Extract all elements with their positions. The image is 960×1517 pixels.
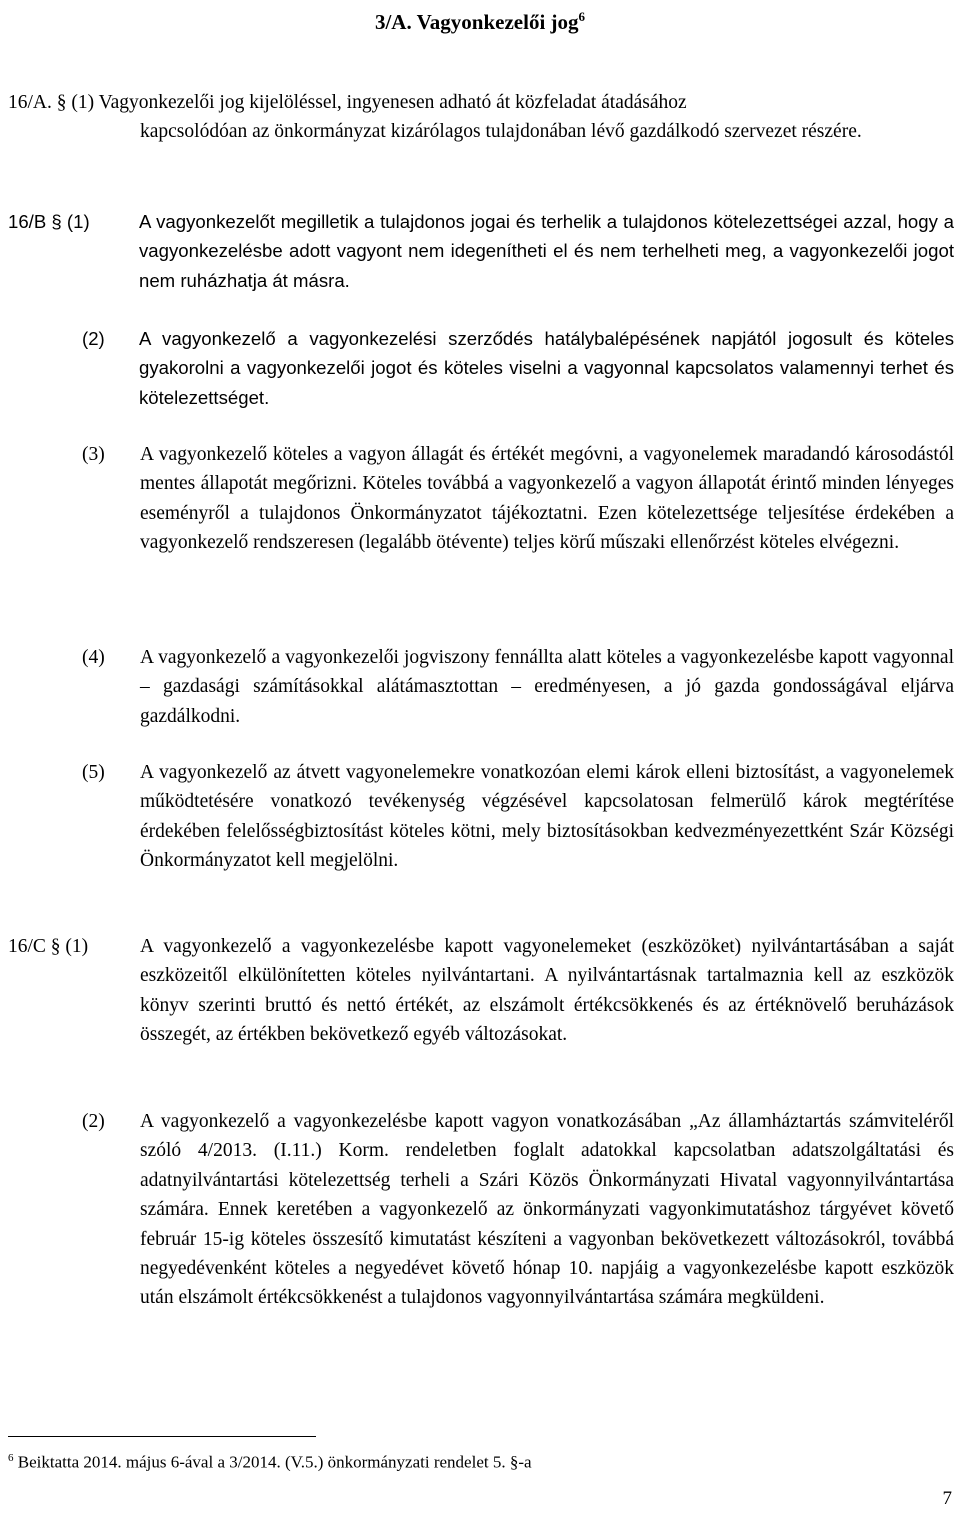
paragraph-16a-1 (8, 88, 954, 147)
page-number: 7 (942, 1488, 952, 1509)
paragraph-label: (4) (82, 647, 105, 668)
paragraph-16c-2 (8, 1107, 954, 1313)
paragraph-text: A vagyonkezelő a vagyonkezelői jogviszony fennállta alatt köteles a vagyonkezelésbe kapott vagyonnal – gazdasági számításokkal alátámasztottan – eredményesen, a jó gazda gondosságával eljárva gazdálkodni. (140, 647, 954, 727)
paragraph-label: 16/B § (1) (8, 211, 90, 232)
paragraph-label: (3) (82, 444, 105, 465)
footnote-divider (8, 1436, 316, 1437)
paragraph-text: kapcsolódóan az önkormányzat kizárólagos tulajdonában lévő gazdálkodó szervezet részére. (140, 121, 862, 143)
paragraph-16b-3 (8, 440, 954, 558)
paragraph-16b-2 (8, 324, 954, 412)
paragraph-16b-1 (8, 207, 954, 295)
paragraph-label: (2) (82, 328, 105, 349)
paragraph-16b-5 (8, 758, 954, 876)
paragraph-label: (2) (82, 1111, 105, 1132)
footnote-text: Beiktatta 2014. május 6-ával a 3/2014. (V.5.) önkormányzati rendelet 5. §-a (17, 1452, 532, 1472)
section-heading: 3/A. Vagyonkezelői jog$^6$ (374, 9, 586, 34)
paragraph-text: A vagyonkezelő a vagyonkezelésbe kapott vagyon vonatkozásában „Az államháztartás számviteléről szóló 4/2013. (I.11.) Korm. rendeletben foglalt adatokkal kapcsolatban adatszolgáltatási és adatnyilvántartási kötelezettség terheli a Szári Közös Önkormányzati Hivatal vagyonnyilvántartása számára. Ennek keretében a vagyonkezelő az önkormányzati vagyonkimutatáshoz tárgyévet követő február 15-ig köteles összesítő kimutatást készíteni a vagyonban bekövetkezett változásokról, továbbá negyedévenként köteles a negyedévet követő hónap 10. napjáig a vagyonkezelésbe kapott eszközök után elszámolt értékcsökkenést a tulajdonos vagyonnyilvántartása számára megküldeni. (140, 1111, 954, 1309)
paragraph-16b-4 (8, 643, 954, 731)
paragraph-text: A vagyonkezelő a vagyonkezelési szerződés hatálybalépésének napjától jogosult és köteles gyakorolni a vagyonkezelői jogot és köteles viselni a vagyonnal kapcsolatos valamennyi terhet és kötelezettséget. (139, 328, 954, 408)
paragraph-text: A vagyonkezelő az átvett vagyonelemekre vonatkozóan elemi károk elleni biztosítást, a vagyonelemek működtetésére vonatkozó tevékenység végzésével kapcsolatosan felmerülő károk megtérítése érdekében felelősségbiztosítást köteles kötni, mely biztosításokban kedvezményezettként Szár Községi Önkormányzatot kell megjelölni. (140, 762, 954, 872)
paragraph-16c-1 (8, 932, 954, 1050)
footnote (8, 1447, 532, 1474)
paragraph-first-line: Vagyonkezelői jog kijelöléssel, ingyenesen adható át közfeladat átadásához (98, 92, 687, 113)
paragraph-label: (5) (82, 762, 105, 783)
paragraph-text: A vagyonkezelőt megilletik a tulajdonos jogai és terhelik a tulajdonos kötelezettségei azzal, hogy a vagyonkezelésbe adott vagyont nem idegenítheti el és nem terhelheti meg, a vagyonkezelői jogot nem ruházhatja át másra. (139, 211, 954, 291)
paragraph-label: 16/A. § (1) (8, 92, 95, 113)
footnote-ref: 6 (578, 9, 586, 24)
paragraph-text: A vagyonkezelő a vagyonkezelésbe kapott vagyonelemeket (eszközöket) nyilvántartásában a saját eszközeitől elkülönítetten köteles nyilvántartani. A nyilvántartásnak tartalmaznia kell az eszközök könyv szerinti bruttó és nettó értékét, az elszámolt értékcsökkenés és az értéknövelő beruházások összegét, az értékben bekövetkező egyéb változásokat. (140, 936, 954, 1046)
footnote-number: 6 (8, 1452, 14, 1464)
paragraph-text: A vagyonkezelő köteles a vagyon állagát és értékét megóvni, a vagyonelemek maradandó károsodástól mentes állapotát megőrizni. Köteles továbbá a vagyonkezelő a vagyon állapotát érintő minden lényeges eseményről a tulajdonos Önkormányzatot tájékoztatni. Ezen kötelezettsége teljesítése érdekében a vagyonkezelő rendszeresen (legalább ötévente) teljes körű műszaki ellenőrzést köteles elvégezni. (140, 444, 954, 554)
paragraph-label: 16/C § (1) (8, 936, 89, 957)
